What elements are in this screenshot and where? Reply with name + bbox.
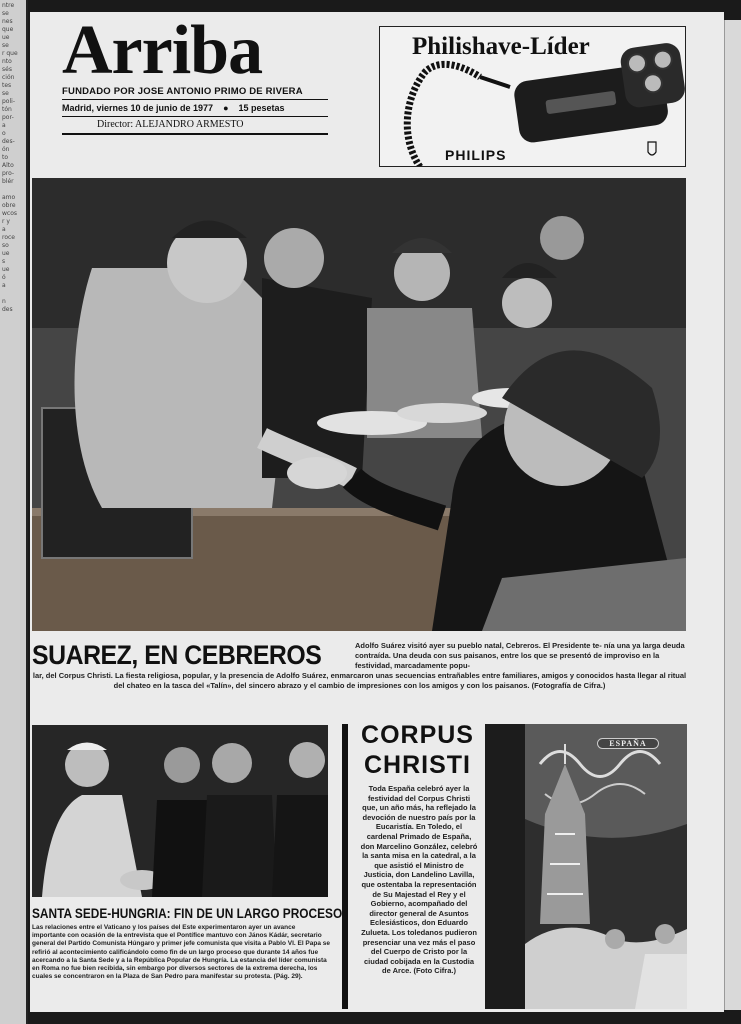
page-stack-edge [724, 20, 741, 1010]
dateline [62, 103, 328, 113]
lead-caption-bottom: lar, del Corpus Christi. La fiesta religiosa, popular, y la presencia de Adolfo Suárez, enmarcaron unas secuencias entrañables entre familiares, amigos y conocidos hasta llegar al ritual del chateo en la tasca del «Talín», del sincero abrazo y el cambio de impresiones con los amigos y con los paisanos. (Fotografía de Cifra.) [32, 671, 687, 690]
electric-shaver-illustration [380, 27, 685, 166]
espana-banner: ESPAÑA [597, 738, 659, 749]
lead-headline: SUAREZ, EN CEBREROS [32, 640, 322, 670]
masthead [62, 12, 362, 135]
director-line: Director: ALEJANDRO ARMESTO [62, 116, 328, 135]
corpus-headline-line2: CHRISTI [364, 751, 471, 779]
vatican-headline: SANTA SEDE-HUNGRIA: FIN DE UN LARGO PROCESO [32, 906, 343, 921]
column-rule [342, 724, 348, 1009]
issue-date: Madrid, viernes 10 de junio de 1977 [62, 103, 214, 113]
issue-price: 15 pesetas [238, 103, 285, 113]
philishave-advertisement [379, 26, 686, 167]
custodia-procession-photo [485, 724, 687, 1009]
ad-brand: PHILIPS [445, 147, 507, 163]
bullet-icon: ● [223, 103, 229, 113]
suarez-cebreros-photo [32, 178, 686, 631]
lead-caption-top: Adolfo Suárez visitó ayer su pueblo natal, Cebreros. El Presidente te- nía una ya larga deuda contraída. Una deuda con sus paisanos, entre los que se presentó de improviso en la festividad, marcadamente popu- [355, 641, 685, 670]
founded-by-line: FUNDADO POR JOSE ANTONIO PRIMO DE RIVERA [62, 86, 328, 100]
facing-page-edge: ntre se nes que ue se r que nto sés ción tes se poli- tón por- a o des- ón to Alto pro- blér amo obre wcos r y a roce so ue s ue ó a n des [0, 0, 28, 1024]
corpus-christi-body: Toda España celebró ayer la festividad del Corpus Christi que, un año más, ha reflejado la devoción de nuestro país por la Eucaristía. En Toledo, el cardenal Primado de España, don Marcelino González, celebró la santa misa en la catedral, a la que asistió el Ministro de Justicia, don Landelino Lavilla, que ostentaba la representación de Su Majestad el Rey y el Gobierno, acompañado del director general de Asuntos Eclesiásticos, don Eduardo Zulueta. Los toledanos pudieron presenciar una vez más el paso del Cuerpo de Cristo por la ciudad cobijada en la Custodia de Arce. (Foto Cifra.) [360, 784, 478, 976]
vatican-meeting-photo [32, 725, 328, 897]
handshake-scene-photo [32, 178, 686, 631]
toledo-custodia-photo [485, 724, 687, 1009]
newspaper-front-page [30, 12, 724, 1012]
newspaper-logo: Arriba [62, 12, 263, 89]
vatican-body: Las relaciones entre el Vaticano y los países del Este experimentaron ayer un avance importante con ocasión de la entrevista que el Pontífice mantuvo con János Kádár, secretario general del Partido Comunista Húngaro y primer jefe comunista que visita a Pablo VI. El Papa se refirió al acontecimiento calificándolo como fin de un largo proceso que durante 14 años fue acercando a la Santa Sede y a la República Popular de Hungría. La estancia del líder comunista en Roma no fue bien recibida, sin embargo por diversos sectores de la extrema derecha, los cuales se concentraron en la Plaza de San Pedro para manifestar su protesta. (Pág. 29). [32, 924, 331, 981]
pope-and-delegation-photo [32, 725, 328, 897]
ad-title: Philishave-Líder [412, 33, 590, 60]
corpus-headline-line1: CORPUS [361, 721, 474, 749]
corpus-christi-headline [355, 720, 480, 780]
